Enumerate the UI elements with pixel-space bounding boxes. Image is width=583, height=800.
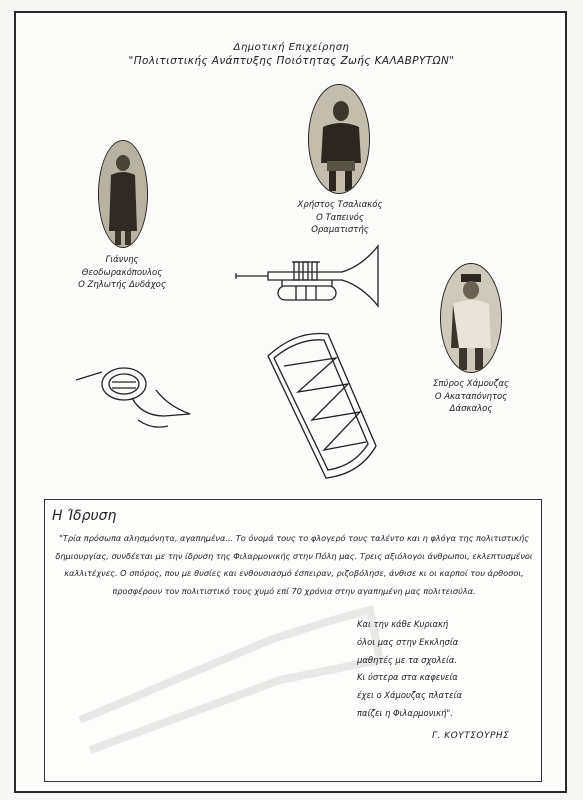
portrait-1-name: Γιάννης bbox=[105, 255, 139, 265]
header-line-2: "Πολιτιστικής Ανάπτυξης Ποιότητας Ζωής ΚΑΛΑΒΡΥΤΩΝ" bbox=[128, 55, 455, 67]
portrait-caption-1 bbox=[60, 254, 184, 292]
portrait-1-line3: Ο Ζηλωτής Δυδάχος bbox=[78, 280, 166, 290]
signature: Γ. ΚΟΥΤΣΟΥΡΗΣ bbox=[432, 731, 510, 741]
portrait-2-name: Χρήστος Τσαλιακός bbox=[297, 200, 383, 210]
poem-line-4: Κι ύστερα στα καφενεία bbox=[357, 672, 458, 683]
portrait-caption-3 bbox=[409, 378, 533, 416]
watermark-trumpet-icon bbox=[70, 600, 390, 760]
portrait-photo-3 bbox=[440, 263, 502, 373]
portrait-3-line2: Ο Ακαταπόνητος bbox=[434, 391, 508, 402]
header-line-1: Δημοτική Επιχείρηση bbox=[233, 42, 350, 53]
drum-icon bbox=[262, 328, 382, 484]
paragraph-line-4: προσφέρουν τον πολιτιστικό τους χυμό επί 70 χρόνια στην αγαπημένη μας πολιτεισύλα. bbox=[112, 585, 476, 596]
poem-line-3: μαθητές με τα σχολεία. bbox=[357, 654, 458, 665]
portrait-2-line2: Ο Ταπεινός bbox=[316, 212, 364, 223]
founding-poem bbox=[357, 616, 462, 723]
portrait-1-line2: Θεοδωρακόπουλος bbox=[81, 267, 163, 278]
paragraph-line-2: δημιουργίας, συνδέεται με την ίδρυση της Φιλαρμονικής στην Πόλη μας. Τρεις αξιόλογοι άνθρωποι, εκλεπτυσμένοι bbox=[55, 550, 533, 561]
trumpet-icon bbox=[232, 242, 384, 310]
poem-line-5: έχει ο Χάμουζας πλατεία bbox=[357, 690, 462, 701]
portrait-photo-2 bbox=[308, 84, 370, 194]
portrait-caption-2 bbox=[278, 199, 402, 237]
portrait-photo-1 bbox=[98, 140, 148, 248]
portrait-2-line3: Οραματιστής bbox=[311, 225, 369, 235]
poem-line-2: όλοι μας στην Εκκλησία bbox=[357, 636, 459, 647]
founding-paragraph bbox=[52, 530, 536, 600]
poem-line-6: παίζει η Φιλαρμονική". bbox=[357, 707, 453, 718]
paragraph-line-1: "Τρία πρόσωπα αλησμόνητα, αγαπημένα... Το όνομά τους το φλογερό τους ταλέντο και η φλόγα της πολιτιστικής bbox=[59, 533, 529, 543]
founding-title: Η Ίδρυση bbox=[52, 508, 117, 524]
horn-icon bbox=[72, 360, 192, 432]
paragraph-line-3: καλλιτέχνες. Ο σπόρος, που με θυσίες και ενθουσιασμό έσπειραν, ριζοβόλησε, άνθισε κι οι καρποί του άρθοσοι, bbox=[64, 568, 524, 578]
portrait-3-line3: Δάσκαλος bbox=[449, 404, 493, 414]
poem-line-1: Και την κάθε Κυριακή bbox=[357, 619, 449, 629]
portrait-3-name: Σπύρος Χάμουζας bbox=[433, 379, 509, 389]
